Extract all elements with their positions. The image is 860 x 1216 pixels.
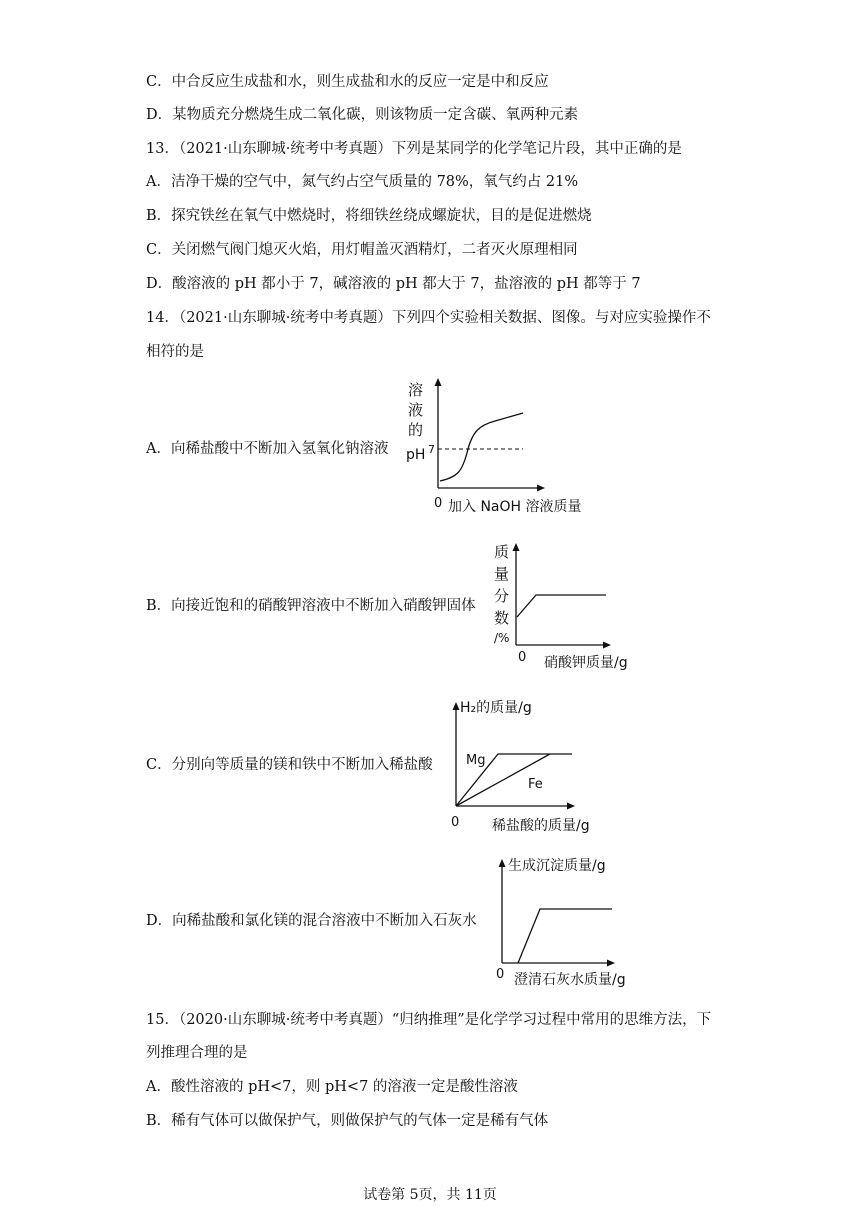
graph-a-ylabel-2: 液 [408,401,424,419]
graph-b-ylabel-1: 质 [494,543,510,561]
graph-d-xlabel: 澄清石灰水质量/g [514,972,626,988]
q13-option-c: C．关闭燃气阀门熄灭火焰，用灯帽盖灭酒精灯，二者灭火原理相同 [146,242,578,258]
q14-stem: 14．（2021·山东聊城·统考中考真题）下列四个实验相关数据、图像。与对应实验操作不 [146,310,711,326]
q13-option-a: A．洁净干燥的空气中，氮气约占空气质量的 78%，氧气约占 21% [146,174,579,190]
q14-option-c: C．分别向等质量的镁和铁中不断加入稀盐酸 [146,757,433,773]
graph-a-ylabel-4: pH [406,447,426,463]
q13-option-b: B．探究铁丝在氧气中燃烧时，将细铁丝绕成螺旋状，目的是促进燃烧 [146,208,592,224]
q12-option-c: C．中合反应生成盐和水，则生成盐和水的反应一定是中和反应 [146,74,549,90]
graph-c-ylabel: H₂的质量/g [460,700,532,716]
graph-a-ylabel-1: 溶 [408,381,424,399]
graph-b-curve [517,595,606,617]
graph-c-xlabel: 稀盐酸的质量/g [492,818,590,834]
graph-b [486,535,646,675]
graph-d-y-arrow [499,859,506,867]
q13-stem: 13．（2021·山东聊城·统考中考真题）下列是某同学的化学笔记片段，其中正确的是 [146,141,682,157]
q14-stem-cont: 相符的是 [146,344,204,360]
graph-d-origin: 0 [496,967,505,982]
q15-stem: 15．（2020·山东聊城·统考中考真题）“归纳推理”是化学学习过程中常用的思维方法，下 [146,1012,712,1028]
graph-d [490,850,650,995]
graph-a-ref-label: 7 [428,443,435,456]
graph-a-x-arrow [537,485,545,492]
q12-option-d: D．某物质充分燃烧生成二氧化碳，则该物质一定含碳、氧两种元素 [146,107,579,123]
graph-b-origin: 0 [518,650,527,665]
graph-c-x-arrow [567,803,575,810]
page-footer: 试卷第 5页，共 11页 [363,1187,497,1203]
graph-a [400,375,600,520]
q15-option-b: B．稀有气体可以做保护气，则做保护气的气体一定是稀有气体 [146,1113,549,1129]
q14-option-b: B．向接近饱和的硝酸钾溶液中不断加入硝酸钾固体 [146,598,476,614]
graph-c-fe-label: Fe [528,777,543,792]
graph-b-y-arrow [513,543,520,551]
q15-stem-cont: 列推理合理的是 [146,1045,248,1061]
graph-d-curve [518,909,612,963]
graph-c-y-arrow [453,702,460,710]
graph-c-mg-label: Mg [466,753,486,768]
graph-a-y-arrow [435,378,442,386]
graph-b-ylabel-5: /% [494,631,510,645]
q13-option-d: D．酸溶液的 pH 都小于 7，碱溶液的 pH 都大于 7，盐溶液的 pH 都等于 7 [146,276,641,292]
graph-a-xlabel: 加入 NaOH 溶液质量 [448,499,582,515]
graph-a-curve [440,413,523,481]
q14-option-d: D．向稀盐酸和氯化镁的混合溶液中不断加入石灰水 [146,913,477,929]
graph-a-origin: 0 [434,496,443,511]
graph-b-ylabel-2: 量 [494,565,510,583]
graph-c [446,692,616,837]
graph-b-ylabel-4: 数 [494,609,510,627]
q14-option-a: A．向稀盐酸中不断加入氢氧化钠溶液 [146,441,389,457]
graph-b-x-arrow [603,642,611,649]
graph-b-ylabel-3: 分 [494,587,510,605]
graph-a-ylabel-3: 的 [408,421,424,439]
q15-option-a: A．酸性溶液的 pH<7，则 pH<7 的溶液一定是酸性溶液 [146,1079,518,1095]
graph-d-ylabel: 生成沉淀质量/g [508,858,606,874]
graph-b-xlabel: 硝酸钾质量/g [544,655,628,671]
graph-d-x-arrow [607,960,615,967]
graph-c-origin: 0 [451,815,460,830]
